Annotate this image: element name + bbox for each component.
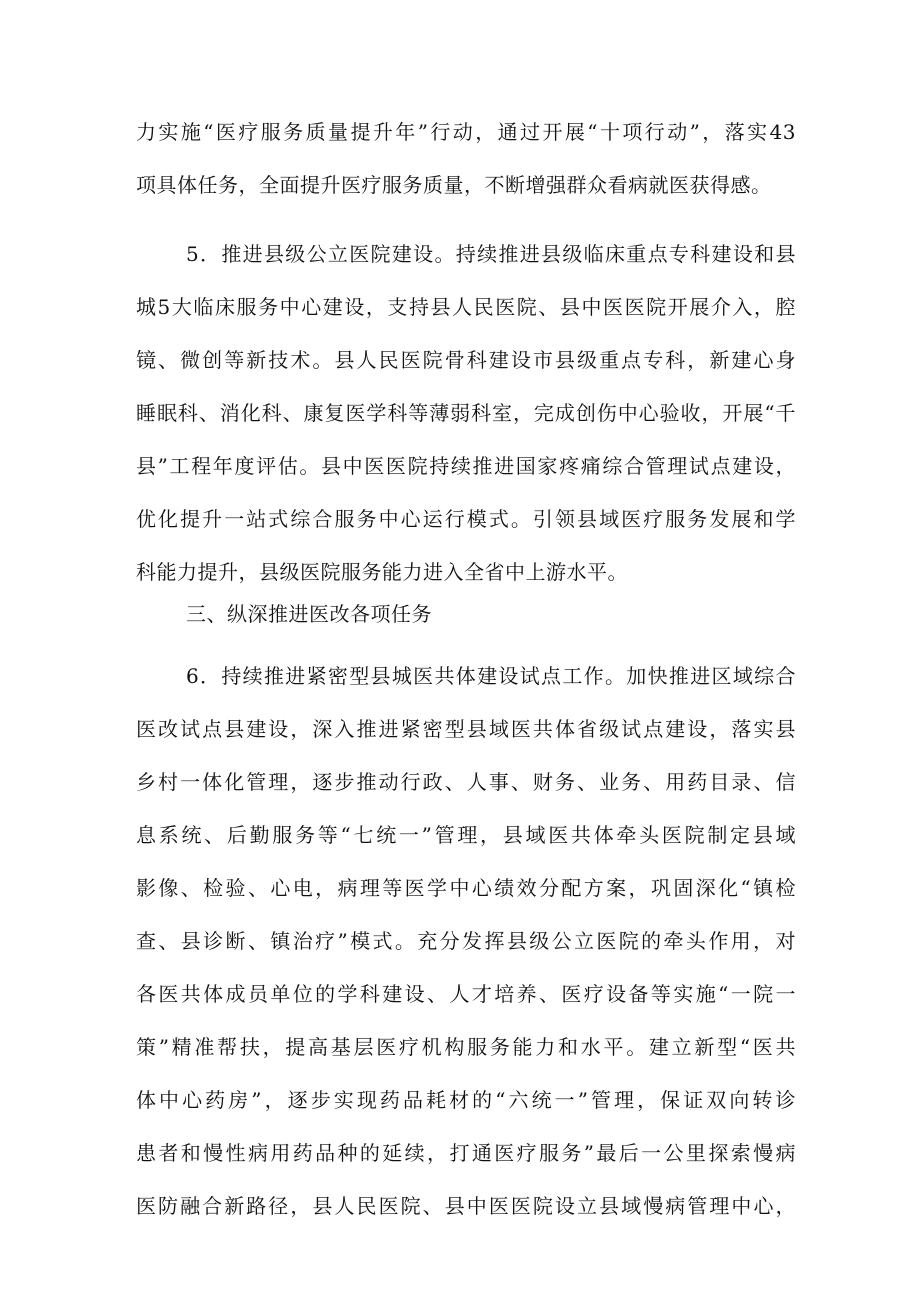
paragraph-line: 策”精准帮扶，提高基层医疗机构服务能力和水平。建立新型“医共 bbox=[136, 1035, 796, 1059]
paragraph-line: 乡村一体化管理，逐步推动行政、人事、财务、业务、用药目录、信 bbox=[136, 770, 796, 794]
paragraph-line: 5．推进县级公立医院建设。持续推进县级临床重点专科建设和县 bbox=[186, 242, 796, 266]
paragraph-line: 患者和慢性病用药品种的延续，打通医疗服务”最后一公里探索慢病 bbox=[136, 1141, 796, 1165]
paragraph-line: 体中心药房”，逐步实现药品耗材的“六统一”管理，保证双向转诊 bbox=[136, 1088, 796, 1112]
paragraph-6 bbox=[136, 650, 796, 1233]
paragraph-line: 项具体任务，全面提升医疗服务质量，不断增强群众看病就医获得感。 bbox=[136, 173, 772, 197]
paragraph-5 bbox=[136, 228, 796, 599]
paragraph-line: 6．持续推进紧密型县城医共体建设试点工作。加快推进区域综合 bbox=[186, 664, 796, 688]
section-heading: 三、纵深推进医改各项任务 bbox=[186, 602, 432, 626]
paragraph-line: 力实施“医疗服务质量提升年”行动，通过开展“十项行动”，落实43 bbox=[136, 120, 796, 144]
paragraph-line: 县”工程年度评估。县中医医院持续推进国家疼痛综合管理试点建设， bbox=[136, 454, 796, 478]
paragraph-line: 医改试点县建设，深入推进紧密型县域医共体省级试点建设，落实县 bbox=[136, 717, 796, 741]
paragraph-line: 睡眠科、消化科、康复医学科等薄弱科室，完成创伤中心验收，开展“千 bbox=[136, 401, 796, 425]
paragraph-line: 查、县诊断、镇治疗”模式。充分发挥县级公立医院的牵头作用，对 bbox=[136, 929, 796, 953]
paragraph-line: 镜、微创等新技术。县人民医院骨科建设市县级重点专科，新建心身 bbox=[136, 348, 796, 372]
paragraph-top bbox=[136, 106, 796, 212]
paragraph-line: 息系统、后勤服务等“七统一”管理，县域医共体牵头医院制定县域 bbox=[136, 823, 796, 847]
paragraph-line: 城5大临床服务中心建设，支持县人民医院、县中医医院开展介入，腔 bbox=[136, 295, 796, 319]
paragraph-line: 影像、检验、心电，病理等医学中心绩效分配方案，巩固深化“镇检 bbox=[136, 876, 796, 900]
paragraph-line: 科能力提升，县级医院服务能力进入全省中上游水平。 bbox=[136, 560, 628, 584]
paragraph-line: 优化提升一站式综合服务中心运行模式。引领县域医疗服务发展和学 bbox=[136, 507, 796, 531]
paragraph-line: 医防融合新路径，县人民医院、县中医医院设立县域慢病管理中心， bbox=[136, 1194, 796, 1218]
paragraph-line: 各医共体成员单位的学科建设、人才培养、医疗设备等实施“一院一 bbox=[136, 982, 796, 1006]
